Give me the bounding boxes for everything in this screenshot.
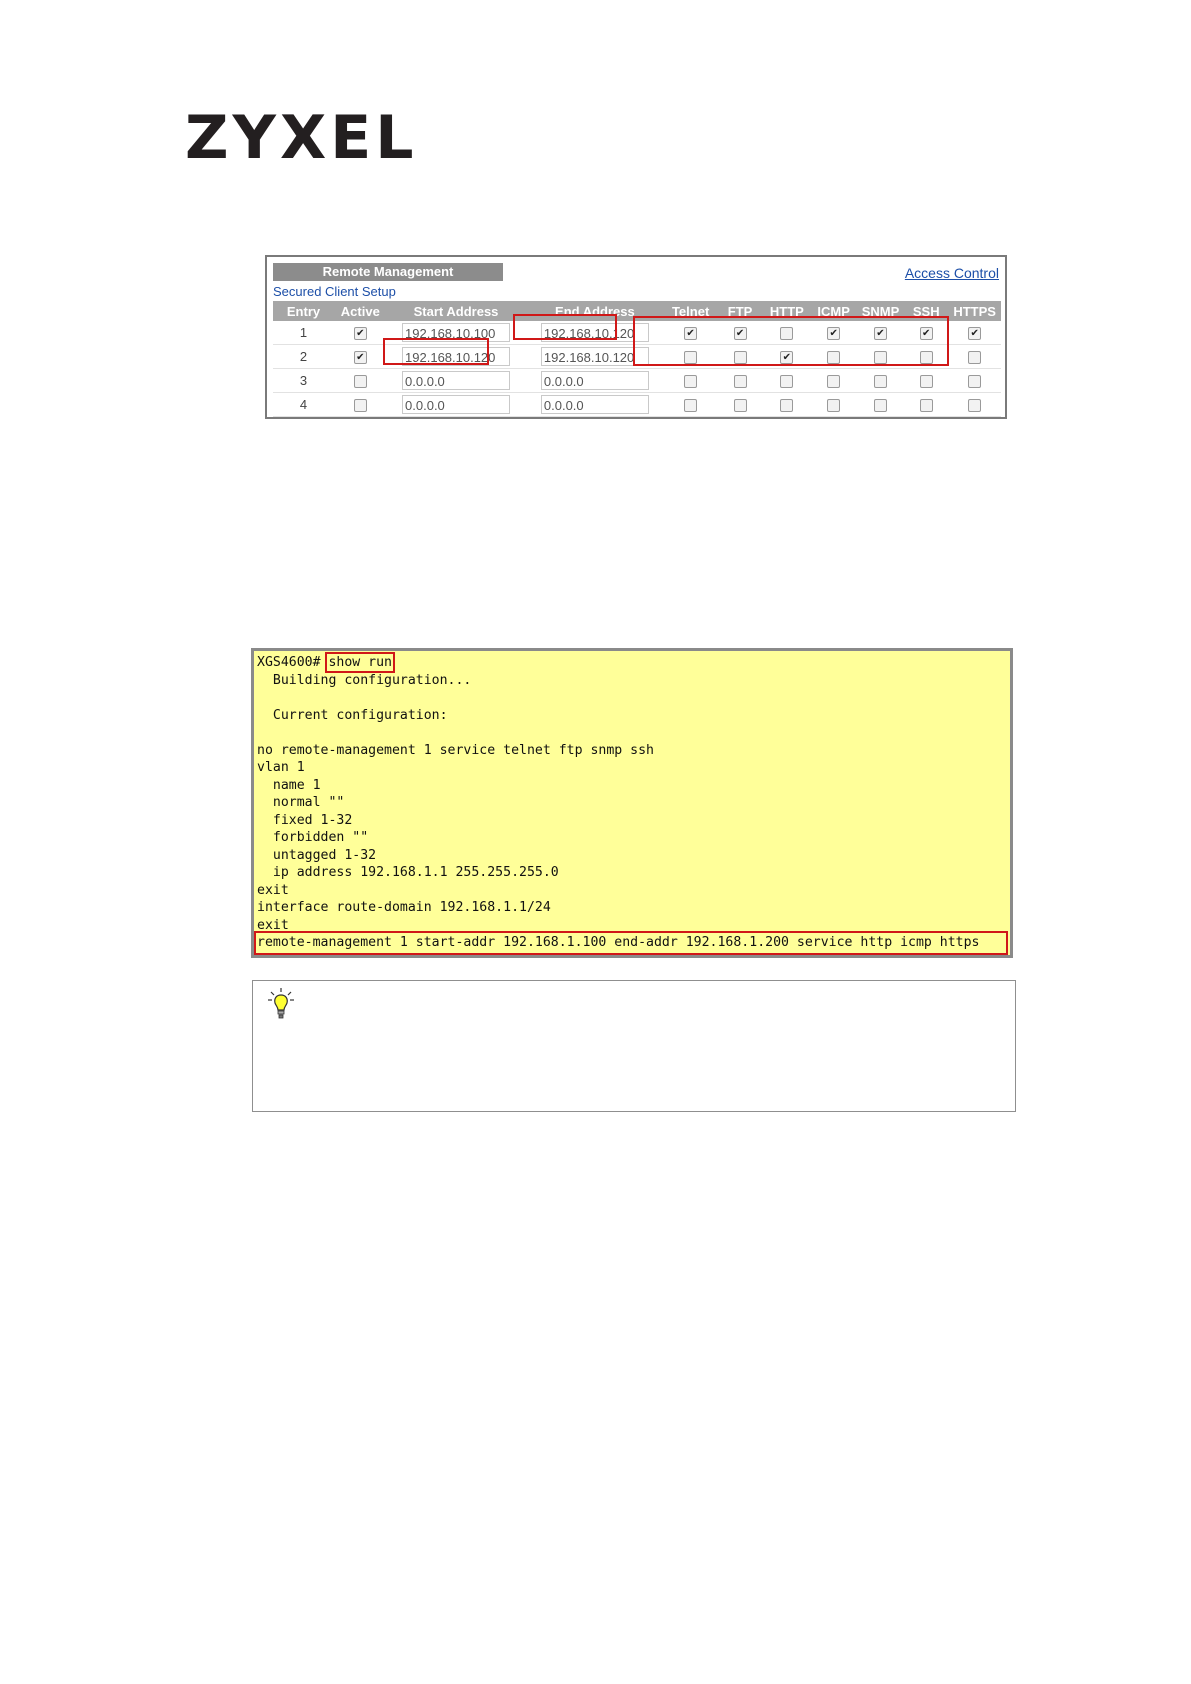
terminal-line: Current configuration: (257, 707, 448, 723)
ssh-checkbox[interactable] (920, 375, 933, 388)
column-header: Active (334, 301, 387, 321)
column-header: End Address (525, 301, 664, 321)
ftp-checkbox[interactable] (734, 399, 747, 412)
http-checkbox[interactable] (780, 399, 793, 412)
https-checkbox[interactable]: ✔ (968, 327, 981, 340)
column-header: SSH (904, 301, 948, 321)
snmp-checkbox[interactable] (874, 399, 887, 412)
snmp-checkbox[interactable] (874, 351, 887, 364)
terminal-command: show run (328, 655, 392, 670)
ftp-checkbox[interactable]: ✔ (734, 327, 747, 340)
ssh-checkbox[interactable] (920, 399, 933, 412)
table-header-row (273, 301, 1001, 321)
terminal-line: normal "" (257, 795, 345, 810)
telnet-checkbox[interactable] (684, 375, 697, 388)
column-header: HTTPS (948, 301, 1001, 321)
active-checkbox[interactable]: ✔ (354, 327, 367, 340)
terminal-line: no remote-management 1 service telnet ftp snmp ssh (257, 742, 654, 758)
remote-management-panel (265, 255, 1007, 419)
table-row (273, 393, 1001, 417)
secured-client-table (273, 301, 1001, 417)
end-address-input[interactable]: 192.168.10.120 (541, 323, 649, 342)
http-checkbox[interactable] (780, 375, 793, 388)
terminal-line: vlan 1 (257, 760, 305, 775)
ssh-checkbox[interactable]: ✔ (920, 327, 933, 340)
https-checkbox[interactable] (968, 399, 981, 412)
note-box (252, 980, 1016, 1112)
column-header: HTTP (763, 301, 810, 321)
icmp-checkbox[interactable]: ✔ (827, 327, 840, 340)
telnet-checkbox[interactable] (684, 351, 697, 364)
telnet-checkbox[interactable]: ✔ (684, 327, 697, 340)
column-header: ICMP (811, 301, 857, 321)
start-address-input[interactable]: 192.168.10.120 (402, 347, 510, 366)
terminal-line: exit (257, 917, 289, 933)
https-checkbox[interactable] (968, 351, 981, 364)
terminal-line: exit (257, 882, 289, 898)
column-header: Entry (273, 301, 334, 321)
column-header: SNMP (857, 301, 904, 321)
terminal-line: name 1 (257, 777, 321, 793)
terminal-prompt: XGS4600# (257, 655, 329, 670)
lightbulb-icon (267, 987, 295, 1021)
secured-client-setup-label: Secured Client Setup (273, 284, 396, 299)
terminal-line: untagged 1-32 (257, 847, 377, 863)
column-header: Telnet (664, 301, 717, 321)
table-row (273, 345, 1001, 369)
telnet-checkbox[interactable] (684, 399, 697, 412)
access-control-link[interactable]: Access Control (904, 265, 999, 281)
ssh-checkbox[interactable] (920, 351, 933, 364)
active-checkbox[interactable]: ✔ (354, 351, 367, 364)
zyxel-logo: ZYXEL (185, 103, 418, 173)
start-address-input[interactable]: 0.0.0.0 (402, 395, 510, 414)
end-address-input[interactable]: 0.0.0.0 (541, 371, 649, 390)
terminal-line: forbidden "" (257, 830, 369, 845)
end-address-input[interactable]: 192.168.10.120 (541, 347, 649, 366)
snmp-checkbox[interactable] (874, 375, 887, 388)
icmp-checkbox[interactable] (827, 351, 840, 364)
icmp-checkbox[interactable] (827, 375, 840, 388)
panel-title: Remote Management (273, 263, 503, 281)
active-checkbox[interactable] (354, 399, 367, 412)
icmp-checkbox[interactable] (827, 399, 840, 412)
terminal-output (251, 648, 1013, 958)
column-header: Start Address (387, 301, 526, 321)
http-checkbox[interactable] (780, 327, 793, 340)
snmp-checkbox[interactable]: ✔ (874, 327, 887, 340)
start-address-input[interactable]: 0.0.0.0 (402, 371, 510, 390)
terminal-line: fixed 1-32 (257, 812, 353, 828)
ftp-checkbox[interactable] (734, 351, 747, 364)
table-row (273, 321, 1001, 345)
end-address-input[interactable]: 0.0.0.0 (541, 395, 649, 414)
terminal-lines (257, 673, 654, 933)
entry-number: 2 (273, 345, 334, 369)
terminal-line: Building configuration... (257, 672, 472, 688)
http-checkbox[interactable]: ✔ (780, 351, 793, 364)
terminal-line: interface route-domain 192.168.1.1/24 (257, 900, 551, 915)
ftp-checkbox[interactable] (734, 375, 747, 388)
active-checkbox[interactable] (354, 375, 367, 388)
start-address-input[interactable]: 192.168.10.100 (402, 323, 510, 342)
terminal-highlighted-line: remote-management 1 start-addr 192.168.1.100 end-addr 192.168.1.200 service http icmp https (257, 934, 1005, 952)
terminal-line: ip address 192.168.1.1 255.255.255.0 (257, 865, 559, 880)
entry-number: 3 (273, 369, 334, 393)
table-row (273, 369, 1001, 393)
entry-number: 4 (273, 393, 334, 417)
column-header: FTP (717, 301, 763, 321)
https-checkbox[interactable] (968, 375, 981, 388)
entry-number: 1 (273, 321, 334, 345)
